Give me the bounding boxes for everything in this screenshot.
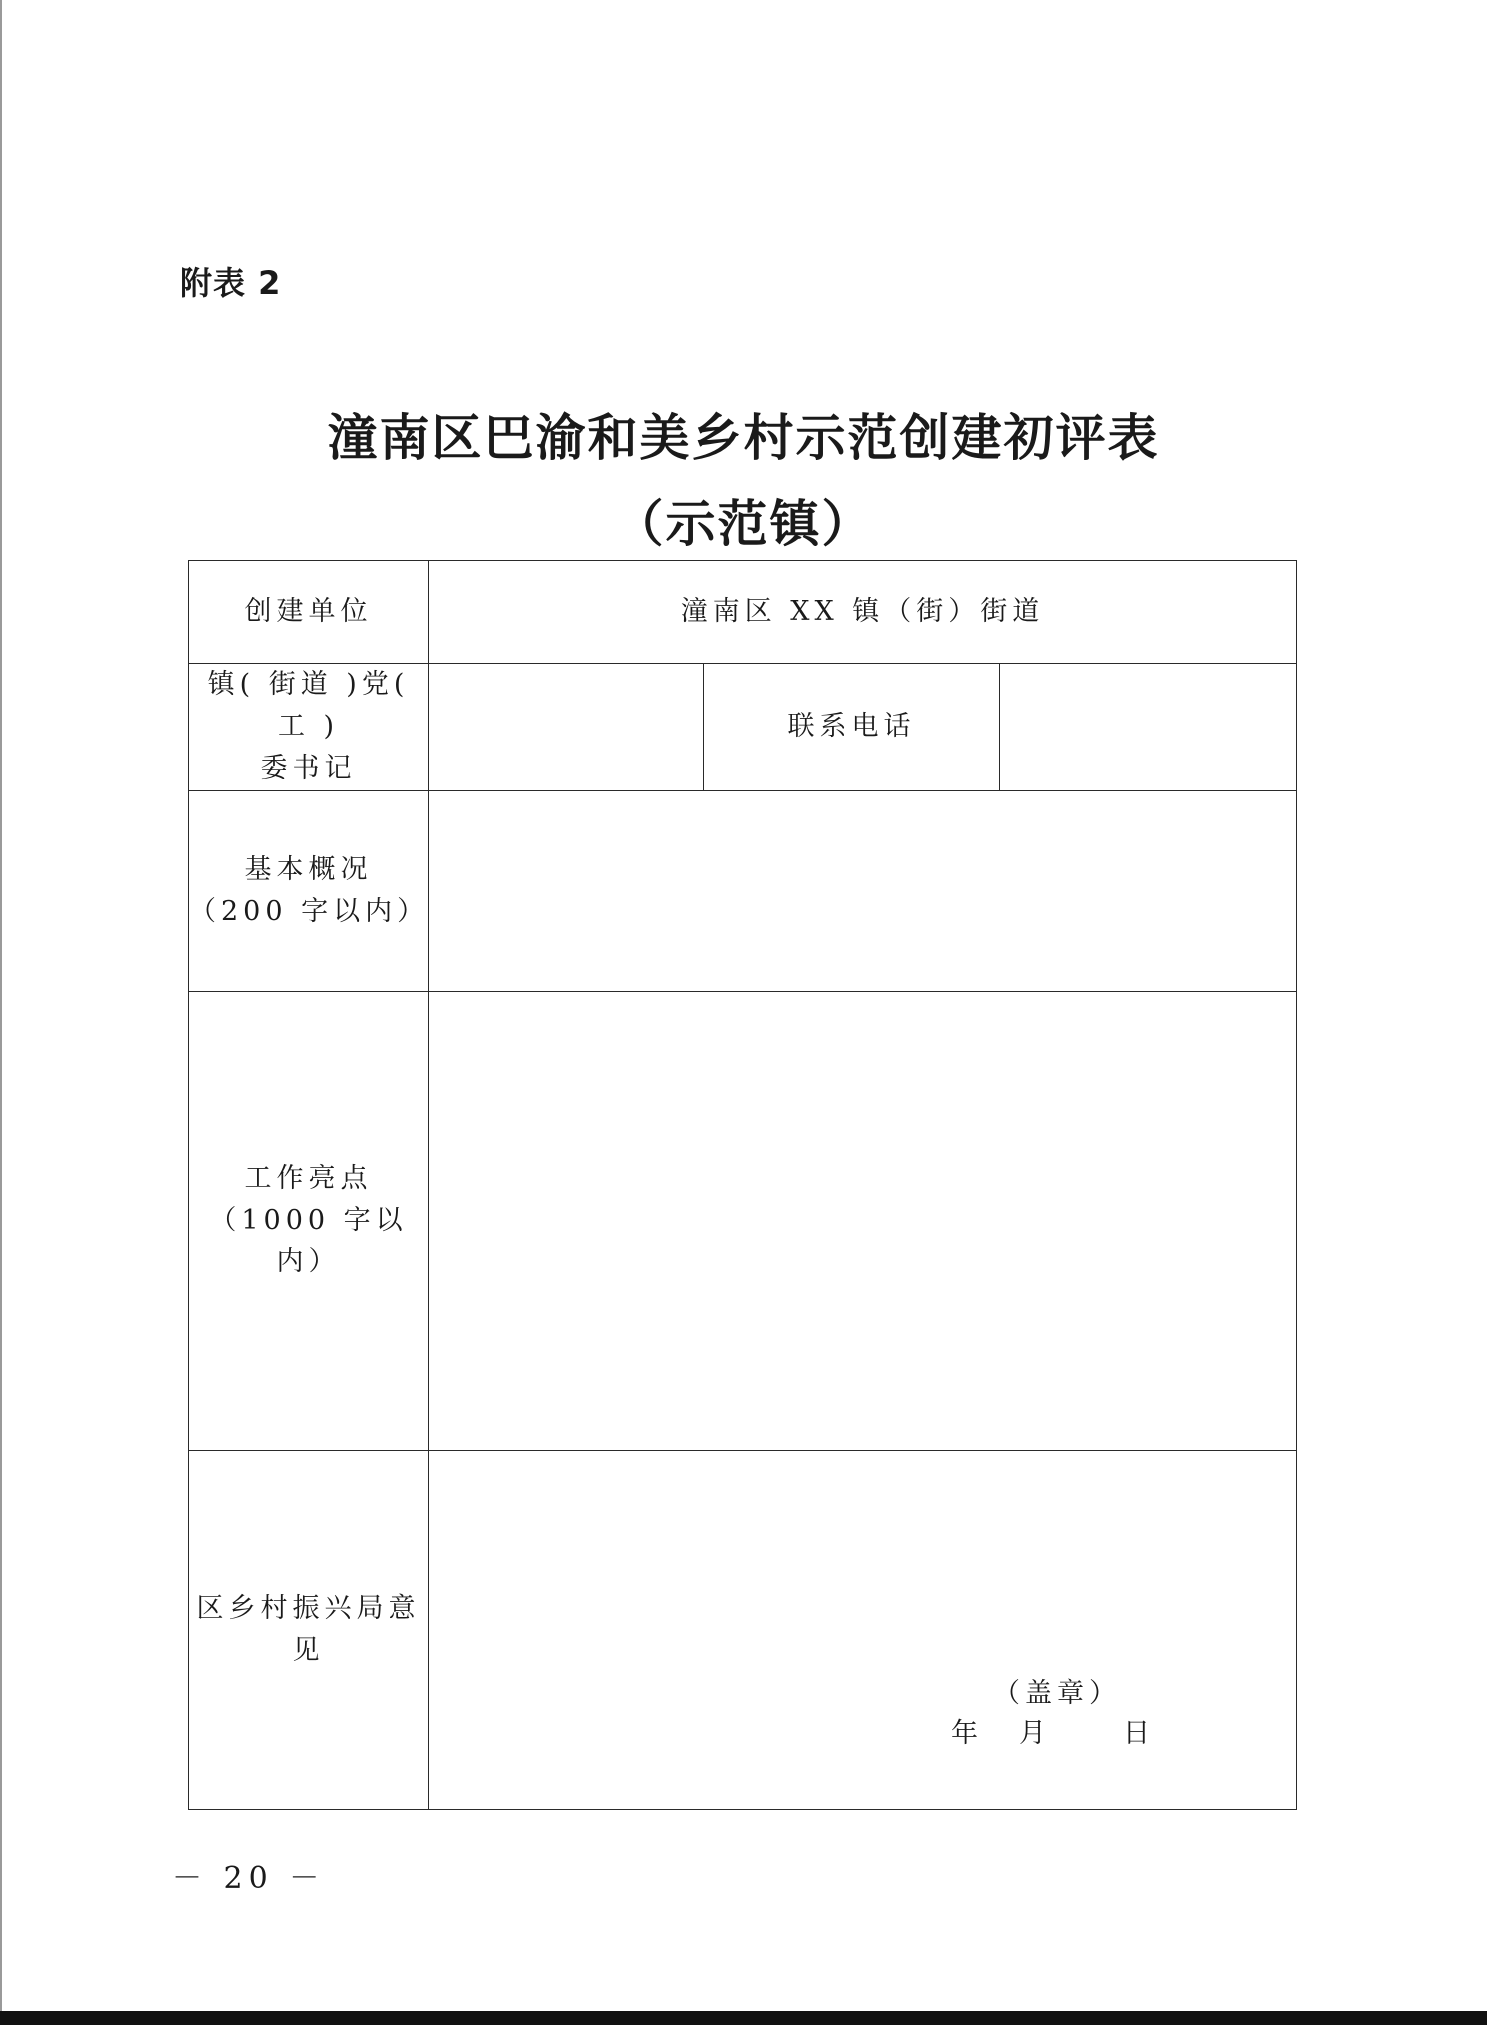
form-row-secretary <box>189 664 1297 791</box>
document-subtitle: （示范镇） <box>613 495 874 553</box>
evaluation-form-table <box>188 560 1297 1810</box>
page-number: － 20 － <box>172 1861 326 1896</box>
secretary-label-line1: 镇( 街道 )党( 工 ) <box>207 669 410 742</box>
form-row-highlights <box>189 991 1297 1450</box>
date-day-label: 日 <box>1123 1717 1155 1749</box>
overview-label-line2: （200 字以内） <box>189 895 430 927</box>
secretary-value-field[interactable] <box>429 664 704 791</box>
overview-value-field[interactable] <box>429 790 1297 991</box>
secretary-label <box>189 664 429 791</box>
phone-value-field[interactable] <box>1000 664 1297 791</box>
opinion-label-line1: 区乡村振兴局意 <box>196 1592 421 1624</box>
document-title: 潼南区巴渝和美乡村示范创建初评表 <box>327 409 1160 467</box>
form-row-opinion <box>189 1450 1297 1809</box>
scan-page-edge <box>0 0 2 2025</box>
date-year-label: 年 <box>951 1717 983 1749</box>
unit-label: 创建单位 <box>189 561 429 664</box>
highlights-value-field[interactable] <box>429 991 1297 1450</box>
unit-value[interactable]: 潼南区 XX 镇（街）街道 <box>429 561 1297 664</box>
date-month-label: 月 <box>1019 1717 1051 1749</box>
overview-label <box>189 790 429 991</box>
opinion-label <box>189 1450 429 1809</box>
form-row-unit <box>189 561 1297 664</box>
seal-placeholder: （盖章） <box>993 1677 1121 1709</box>
highlights-label-line1: 工作亮点 <box>244 1162 373 1194</box>
highlights-label-line2: （1000 字以内） <box>209 1204 408 1278</box>
overview-label-line1: 基本概况 <box>244 853 373 885</box>
attachment-label: 附表 2 <box>180 264 282 302</box>
form-row-overview <box>189 790 1297 991</box>
opinion-value-field[interactable] <box>429 1450 1297 1809</box>
date-line <box>951 1713 1155 1755</box>
phone-label: 联系电话 <box>704 664 1000 791</box>
opinion-label-line2: 见 <box>292 1634 325 1666</box>
highlights-label <box>189 991 429 1450</box>
scan-bottom-band <box>0 2011 1487 2025</box>
secretary-label-line2: 委书记 <box>260 752 357 784</box>
